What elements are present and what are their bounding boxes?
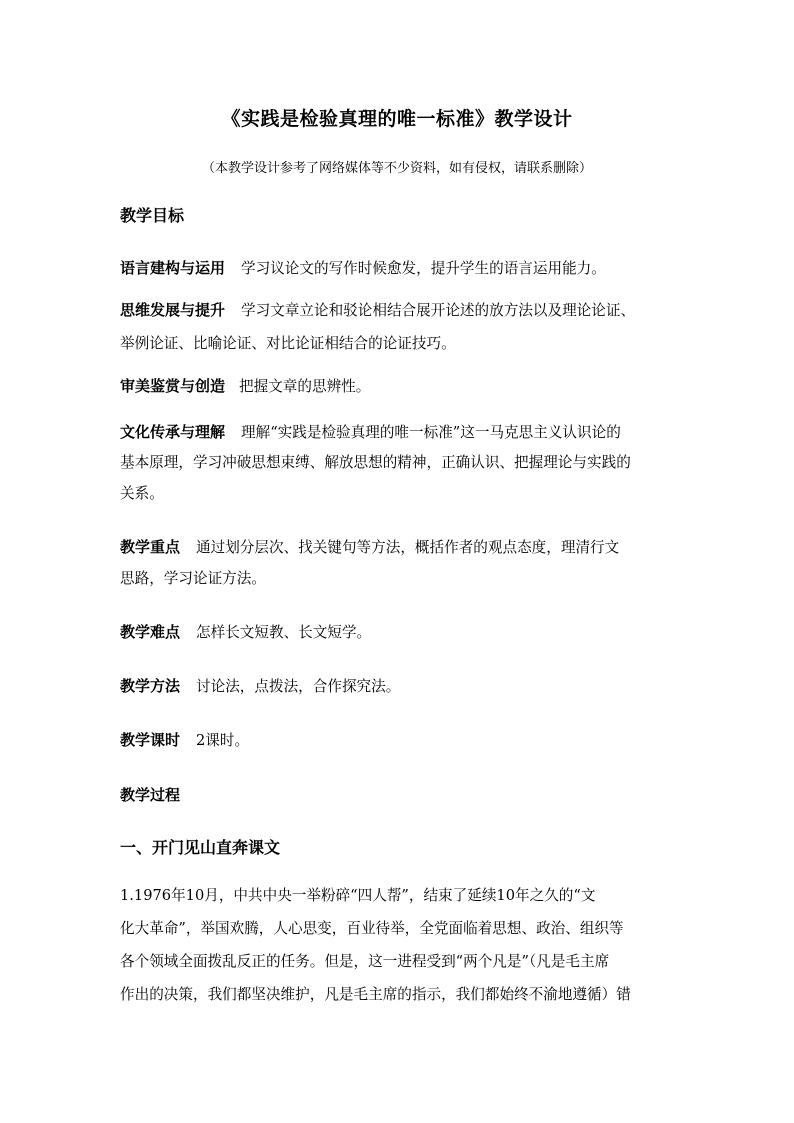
hours <box>120 730 680 751</box>
objective-text-line: 基本原理，学习冲破思想束缚、解放思想的精神，正确认识、把握理论与实践的 <box>120 454 631 471</box>
hours-label: 教学课时 <box>120 731 181 749</box>
methods-label: 教学方法 <box>120 677 181 695</box>
document-title: 《实践是检验真理的唯一标准》教学设计 <box>221 108 573 130</box>
section1-line: 1.1976年10月，中共中央一举粉碎“四人帮”，结束了延续10年之久的“文 <box>120 887 596 904</box>
key-points <box>120 537 680 558</box>
objective-text-line: 举例论证、比喻论证、对比论证相结合的论证技巧。 <box>120 335 456 352</box>
objective-item <box>120 376 680 397</box>
objective-label: 审美鉴赏与创造 <box>120 377 226 395</box>
objective-text: 理解“实践是检验真理的唯一标准”这一马克思主义认识论的 <box>241 424 621 441</box>
difficulties-text: 怎样长文短教、长文短学。 <box>196 624 372 641</box>
section1-line: 化大革命”，举国欢腾，人心思变，百业待举，全党面临着思想、政治、组织等 <box>120 920 624 937</box>
objective-item <box>120 258 680 279</box>
objective-text-line: 关系。 <box>120 485 164 502</box>
section1-heading: 一、开门见山直奔课文 <box>120 838 281 857</box>
objective-item <box>120 422 680 443</box>
process-heading: 教学过程 <box>120 786 181 804</box>
document-note: （本教学设计参考了网络媒体等不少资料，如有侵权，请联系删除） <box>201 161 592 176</box>
section1-line: 作出的决策，我们都坚决维护，凡是毛主席的指示，我们都始终不渝地遵循）错 <box>120 986 631 1003</box>
key-points-label: 教学重点 <box>120 538 181 556</box>
difficulties <box>120 622 680 643</box>
key-points-text-line: 思路，学习论证方法。 <box>120 570 266 587</box>
objectives-heading: 教学目标 <box>120 206 185 225</box>
hours-text: 2课时。 <box>196 732 250 749</box>
objective-label: 语言建构与运用 <box>120 259 226 277</box>
objective-label: 文化传承与理解 <box>120 423 226 441</box>
key-points-text: 通过划分层次、找关键句等方法，概括作者的观点态度，理清行文 <box>196 539 620 556</box>
objective-text: 学习文章立论和驳论相结合展开论述的放方法以及理论论证、 <box>241 302 636 319</box>
difficulties-label: 教学难点 <box>120 623 181 641</box>
methods-text: 讨论法，点拨法，合作探究法。 <box>196 678 401 695</box>
objective-item <box>120 300 680 321</box>
objective-label: 思维发展与提升 <box>120 301 226 319</box>
methods <box>120 676 680 697</box>
section1-line: 各个领域全面拨乱反正的任务。但是，这一进程受到“两个凡是”（凡是毛主席 <box>120 953 610 970</box>
objective-text: 学习议论文的写作时候愈发，提升学生的语言运用能力。 <box>241 260 606 277</box>
objective-text: 把握文章的思辨性。 <box>239 378 371 395</box>
